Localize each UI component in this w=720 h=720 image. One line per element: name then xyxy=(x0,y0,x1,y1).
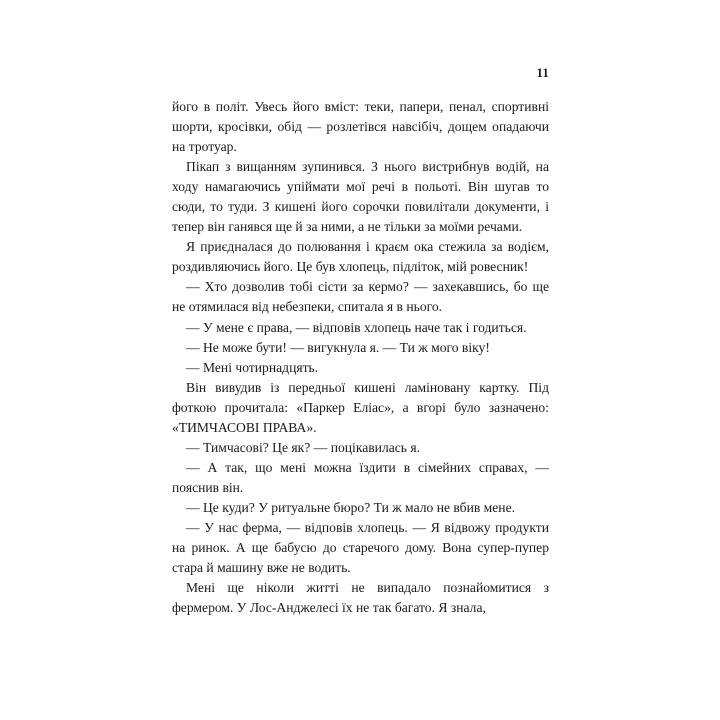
page-number: 11 xyxy=(536,66,549,80)
paragraph: його в політ. Увесь його вміст: теки, папери, пенал, спортивні шорти, кросівки, обід — розлетівся навсібіч, дощем опадаючи на тротуар. xyxy=(172,99,549,155)
paragraph: Я приєдналася до полювання і краєм ока стежила за водієм, роздивляючись його. Це був хлопець, підліток, мій ровесник! xyxy=(172,239,549,275)
paragraph: Він вивудив із передньої кишені ламіновану картку. Під фоткою прочитала: «Паркер Еліас», а вгорі було зазначено: «ТИМЧАСОВІ ПРАВА». xyxy=(172,379,549,435)
paragraph: Мені ще ніколи житті не випадало познайомитися з фермером. У Лос-Анджелесі їх не так багато. Я знала, xyxy=(172,580,549,616)
paragraph: — У нас ферма, — відповів хлопець. — Я відвожу продукти на ринок. А ще бабусю до старечого дому. Вона супер-пупер стара й машину вже не водить. xyxy=(172,519,549,576)
paragraph: — Хто дозволив тобі сісти за кермо? — захекавшись, бо ще не отямилася від небезпеки, спитала я в нього. xyxy=(172,279,549,315)
paragraph: — У мене є права, — відповів хлопець наче так і годиться. xyxy=(186,319,527,335)
paragraph: — Мені чотирнадцять. xyxy=(186,359,319,375)
paragraph: — Тимчасові? Це як? — поцікавилась я. xyxy=(186,439,421,455)
paragraph: Пікап з вищанням зупинився. З нього вистрибнув водій, на ходу намагаючись упіймати мої речі в польоті. Він шугав то сюди, то туди. З кишені його сорочки повилітали документи, і тепер він ганявся ще й за ними, а не тільки за моїми речами. xyxy=(172,159,549,235)
paragraph: — А так, що мені можна їздити в сімейних справах, — пояснив він. xyxy=(172,459,549,495)
body-text xyxy=(172,97,549,618)
page-header xyxy=(172,64,549,82)
paragraph: — Це куди? У ритуальне бюро? Ти ж мало не вбив мене. xyxy=(186,499,515,515)
paragraph: — Не може бути! — вигукнула я. — Ти ж мого віку! xyxy=(186,339,490,355)
